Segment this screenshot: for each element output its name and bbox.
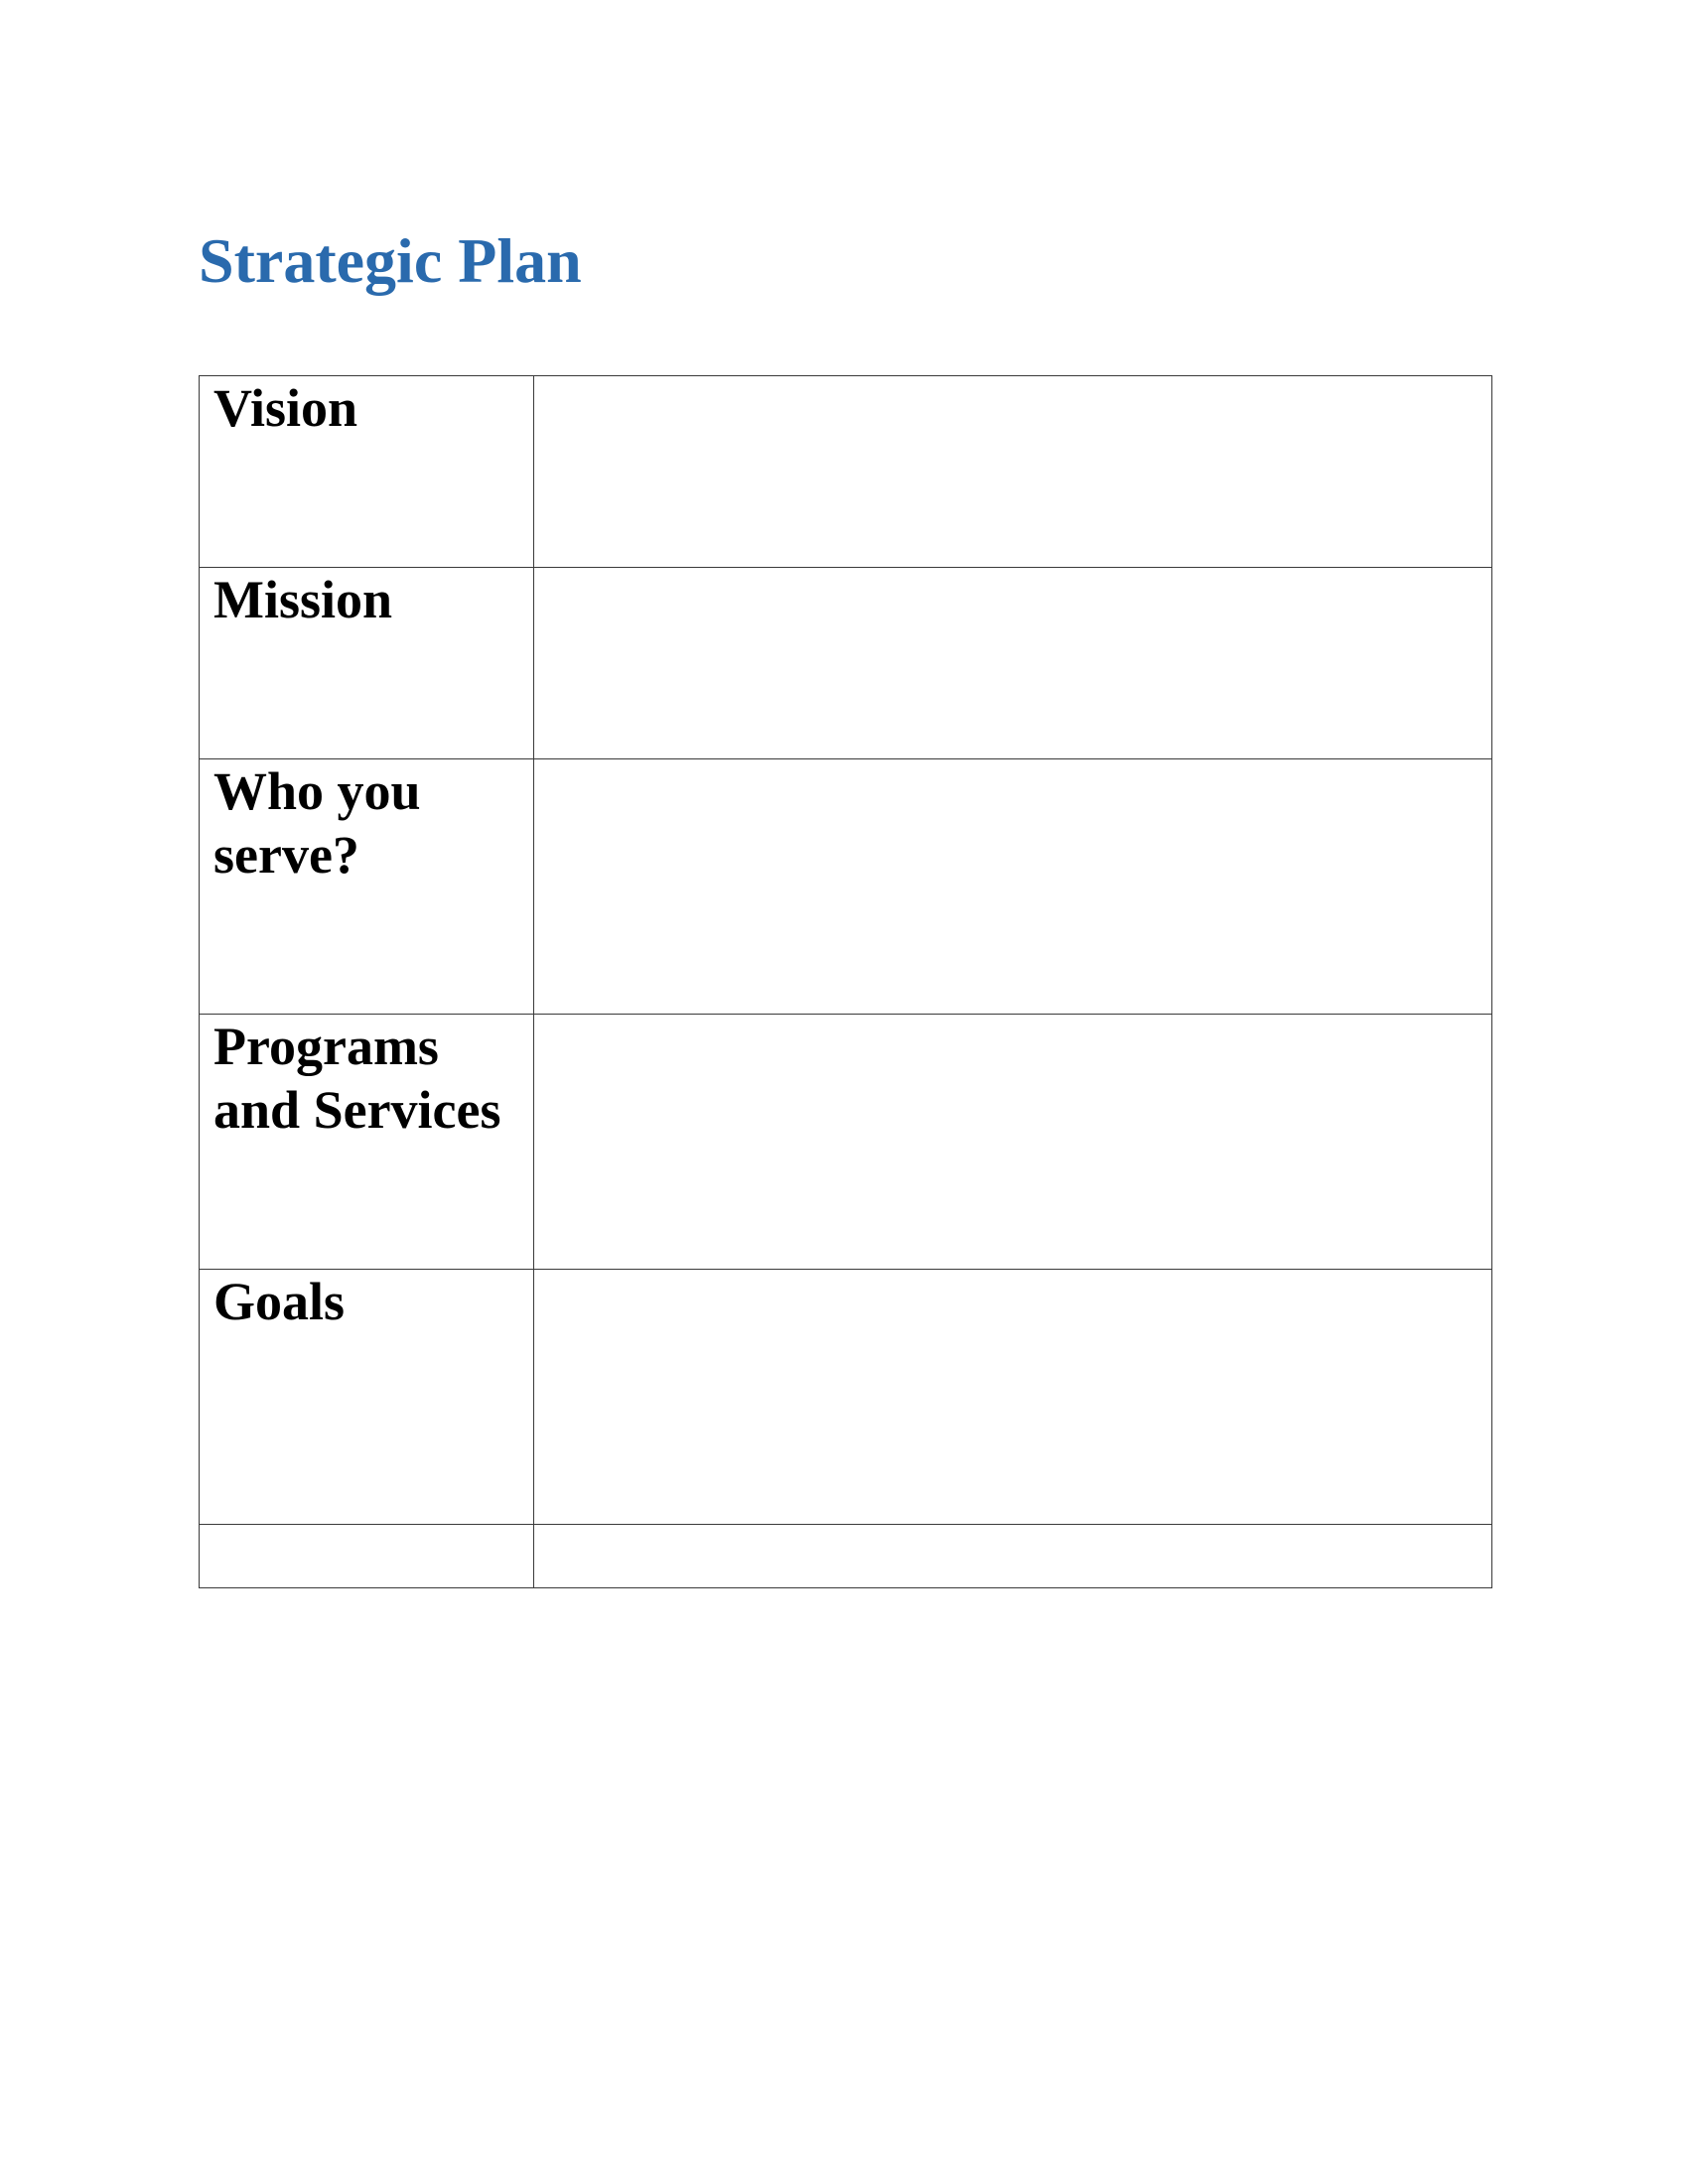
mission-entry-cell[interactable] — [534, 568, 1492, 759]
row-label-vision: Vision — [213, 378, 358, 438]
row-label-who-you-serve: Who you serve? — [213, 761, 421, 885]
row-label-cell — [200, 376, 534, 568]
row-label-goals: Goals — [213, 1272, 346, 1331]
table-row-goals — [200, 1270, 1492, 1525]
row-label-mission: Mission — [213, 570, 393, 629]
empty-entry-cell[interactable] — [534, 1525, 1492, 1588]
goals-entry-cell[interactable] — [534, 1270, 1492, 1525]
table-row-vision — [200, 376, 1492, 568]
row-label-programs-and-services: Programs and Services — [213, 1017, 501, 1140]
row-label-cell — [200, 568, 534, 759]
who-you-serve-entry-cell[interactable] — [534, 759, 1492, 1015]
table-row-empty — [200, 1525, 1492, 1588]
row-label-cell — [200, 759, 534, 1015]
row-label-cell — [200, 1270, 534, 1525]
vision-entry-cell[interactable] — [534, 376, 1492, 568]
row-label-cell — [200, 1015, 534, 1270]
table-row-programs-and-services — [200, 1015, 1492, 1270]
table-row-who-you-serve — [200, 759, 1492, 1015]
strategic-plan-table — [199, 375, 1492, 1588]
table-row-mission — [200, 568, 1492, 759]
programs-and-services-entry-cell[interactable] — [534, 1015, 1492, 1270]
row-label-cell — [200, 1525, 534, 1588]
page-title: Strategic Plan — [199, 225, 582, 296]
